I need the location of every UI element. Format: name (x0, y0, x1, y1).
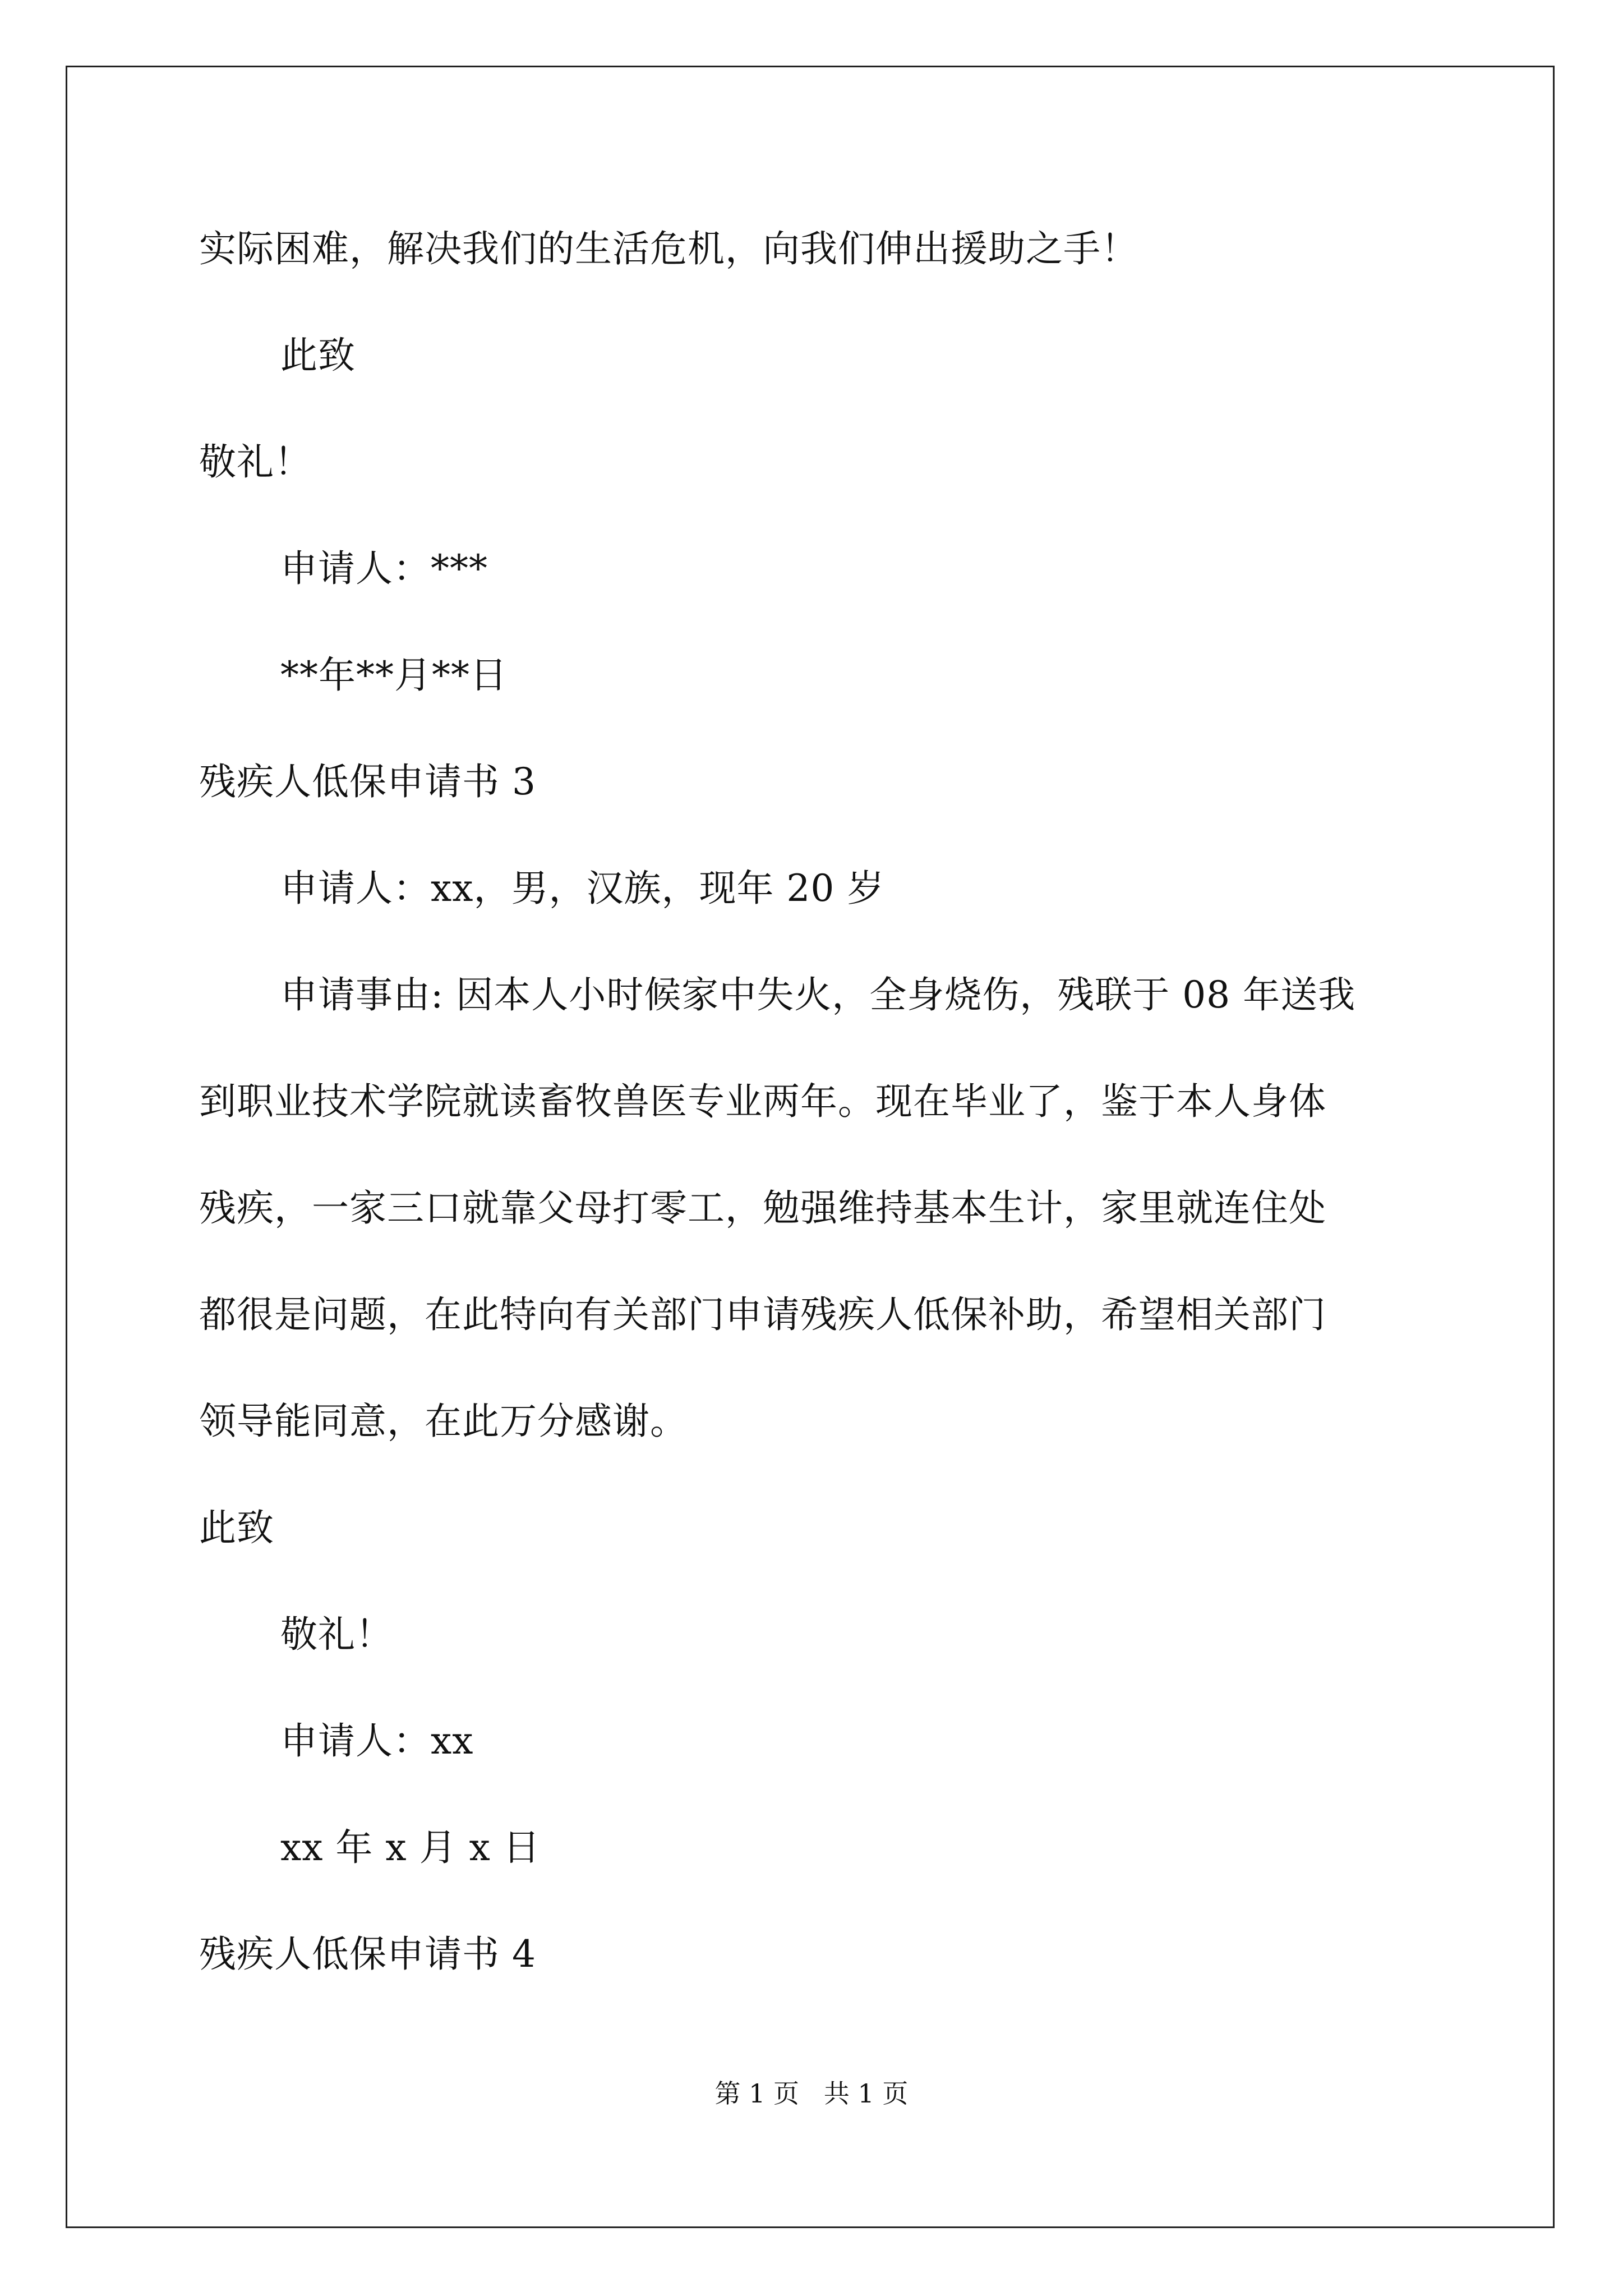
body-line: 实际困难，解决我们的生活危机，向我们伸出援助之手！ (199, 227, 1138, 270)
signature-date: xx 年 x 月 x 日 (280, 1826, 541, 1869)
applicant-signature: 申请人：*** (280, 547, 488, 590)
section-heading: 残疾人低保申请书 4 (199, 1932, 536, 1976)
body-line: 领导能同意，在此万分感谢。 (199, 1400, 688, 1443)
signature-date: **年**月**日 (280, 654, 508, 697)
closing-salutation: 此致 (199, 1506, 274, 1549)
body-line: 残疾，一家三口就靠父母打零工，勉强维持基本生计，家里就连住处 (199, 1186, 1326, 1230)
body-line: 申请事由: 因本人小时候家中失火，全身烧伤，残联于 08 年送我 (280, 973, 1356, 1016)
page-frame (66, 66, 1555, 2228)
applicant-signature: 申请人：xx (280, 1719, 474, 1763)
closing-regards: 敬礼！ (280, 1613, 393, 1656)
applicant-info: 申请人：xx，男，汉族，现年 20 岁 (280, 867, 885, 910)
closing-salutation: 此致 (280, 334, 356, 377)
body-line: 到职业技术学院就读畜牧兽医专业两年。现在毕业了，鉴于本人身体 (199, 1080, 1326, 1123)
section-heading: 残疾人低保申请书 3 (199, 760, 536, 803)
body-line: 都很是问题，在此特向有关部门申请残疾人低保补助，希望相关部门 (199, 1293, 1326, 1336)
page-footer: 第 1 页 共 1 页 (714, 2078, 909, 2109)
closing-regards: 敬礼！ (199, 440, 312, 484)
